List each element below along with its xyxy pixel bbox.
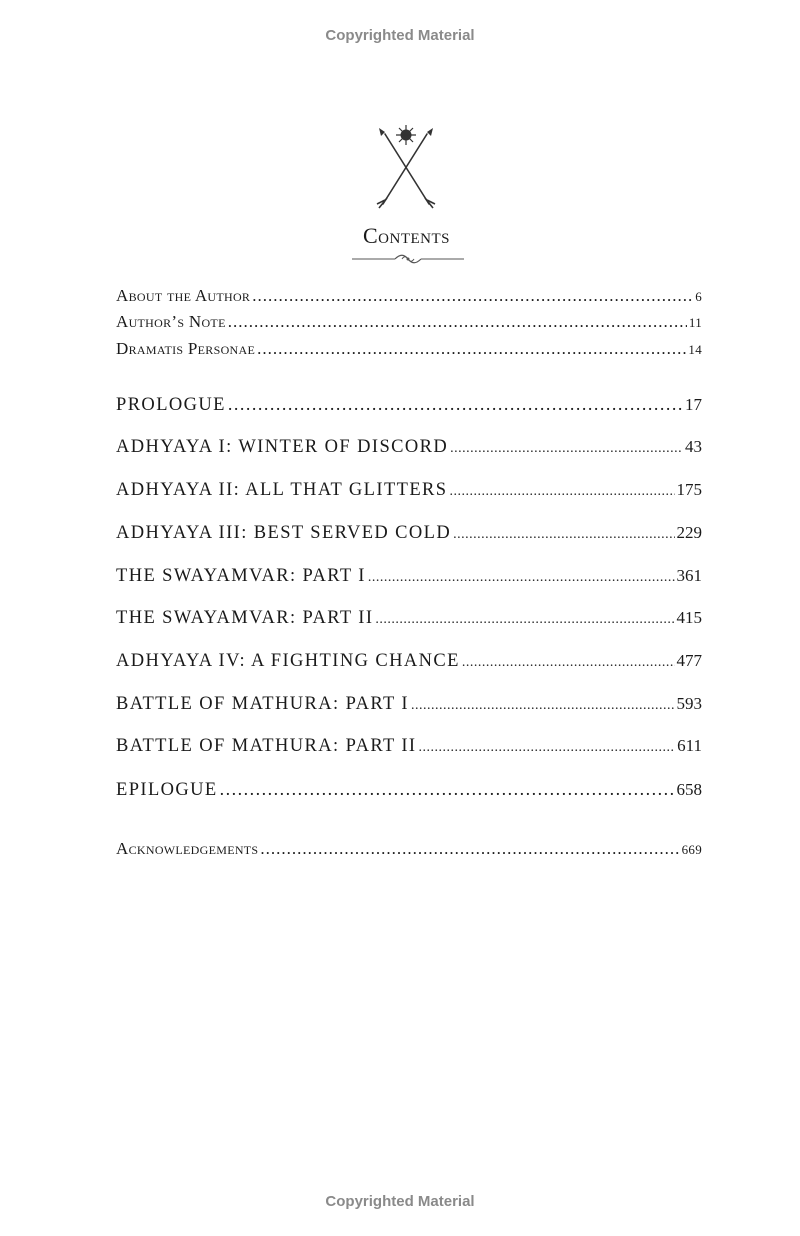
toc-entry-page: 669 <box>681 842 702 857</box>
toc-entry-page: 229 <box>676 523 702 542</box>
leader-dots <box>257 339 686 359</box>
leader-dots <box>411 698 675 714</box>
toc-entry-swayamvar-2[interactable] <box>116 608 702 629</box>
toc-entry-acknowledgements[interactable] <box>116 839 702 859</box>
toc-entry-page: 593 <box>676 694 702 713</box>
leader-dots <box>449 484 674 500</box>
leader-dots <box>453 527 674 543</box>
toc-entry-title: About the Author <box>116 286 251 305</box>
toc-entry-adhyaya-3[interactable] <box>116 523 702 544</box>
toc-entry-title: ADHYAYA IV: A FIGHTING CHANCE <box>116 651 460 671</box>
toc-entry-title: PROLOGUE <box>116 395 226 415</box>
toc-entry-about-the-author[interactable] <box>116 286 702 306</box>
toc-entry-title: Acknowledgements <box>116 839 259 858</box>
toc-entry-page: 477 <box>676 651 702 670</box>
toc-entry-page: 658 <box>676 780 702 799</box>
leader-dots <box>450 441 683 457</box>
toc-entry-adhyaya-1[interactable] <box>116 437 702 458</box>
toc-entry-title: ADHYAYA II: ALL THAT GLITTERS <box>116 480 448 500</box>
toc-entry-page: 6 <box>695 289 702 304</box>
toc-entry-page: 17 <box>685 395 702 414</box>
toc-entry-dramatis-personae[interactable] <box>116 339 702 359</box>
toc-entry-prologue[interactable] <box>116 394 702 416</box>
toc-entry-title: Author’s Note <box>116 312 226 331</box>
toc-entry-page: 43 <box>685 437 702 456</box>
leader-dots <box>252 286 693 306</box>
leader-dots <box>228 394 683 415</box>
toc-entry-page: 611 <box>677 736 702 755</box>
crossed-arrows-sun-moons-icon <box>373 124 439 210</box>
toc-entry-adhyaya-4[interactable] <box>116 651 702 672</box>
toc-entry-page: 175 <box>676 480 702 499</box>
toc-entry-title: THE SWAYAMVAR: PART I <box>116 566 366 586</box>
toc-entry-title: THE SWAYAMVAR: PART II <box>116 608 374 628</box>
page-title: Contents <box>362 223 450 248</box>
flourish-divider-icon <box>350 252 466 266</box>
leader-dots <box>220 779 675 800</box>
toc-entry-title: Dramatis Personae <box>116 339 256 358</box>
leader-dots <box>462 655 675 671</box>
toc-entry-title: BATTLE OF MATHURA: PART I <box>116 694 409 714</box>
leader-dots <box>228 312 687 332</box>
toc-entry-mathura-2[interactable] <box>116 736 702 757</box>
leader-dots <box>419 740 676 756</box>
toc-entry-title: BATTLE OF MATHURA: PART II <box>116 736 417 756</box>
copyright-watermark-top: Copyrighted Material <box>325 27 475 44</box>
toc-entry-title: ADHYAYA III: BEST SERVED COLD <box>116 523 452 543</box>
toc-entry-title: EPILOGUE <box>116 780 218 800</box>
copyright-watermark-bottom: Copyrighted Material <box>325 1193 475 1210</box>
toc-entry-swayamvar-1[interactable] <box>116 566 702 587</box>
toc-entry-adhyaya-2[interactable] <box>116 480 702 501</box>
toc-entry-page: 11 <box>688 315 702 330</box>
toc-entry-page: 415 <box>676 608 702 627</box>
toc-entry-mathura-1[interactable] <box>116 694 702 715</box>
toc-entry-page: 361 <box>676 566 702 585</box>
leader-dots <box>368 570 675 586</box>
toc-entry-title: ADHYAYA I: WINTER OF DISCORD <box>116 437 449 457</box>
toc-entry-page: 14 <box>688 342 702 357</box>
leader-dots <box>260 839 679 859</box>
leader-dots <box>375 612 674 628</box>
toc-entry-authors-note[interactable] <box>116 312 702 332</box>
toc-entry-epilogue[interactable] <box>116 779 702 801</box>
